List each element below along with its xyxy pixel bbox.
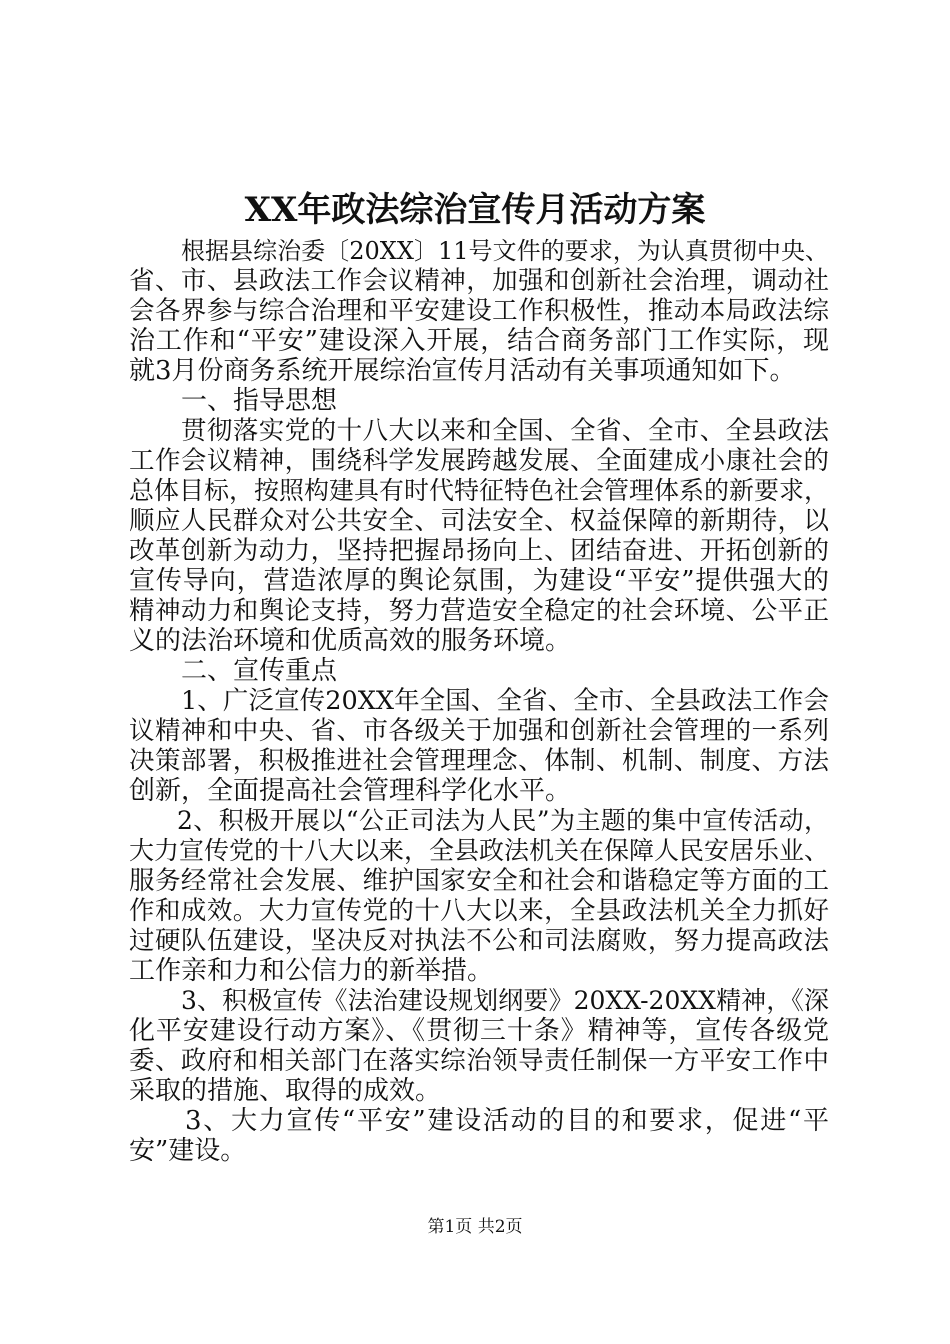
body-text-line: 工作亲和力和公信力的新举措。: [129, 956, 494, 986]
body-text-line: 省、市、县政法工作会议精神，加强和创新社会治理，调动社: [129, 266, 829, 296]
body-text-line: 治工作和“平安”建设深入开展，结合商务部门工作实际，现: [129, 326, 829, 356]
page-footer: 第1页 共2页: [427, 1217, 523, 1237]
body-text-line: 根据县综治委〔20XX〕11号文件的要求，为认真贯彻中央、: [181, 237, 829, 265]
body-text-line: 采取的措施、取得的成效。: [129, 1076, 442, 1106]
body-text-line: 贯彻落实党的十八大以来和全国、全省、全市、全县政法: [181, 416, 829, 446]
body-text-line: 宣传导向，营造浓厚的舆论氛围，为建设“平安”提供强大的: [129, 566, 829, 596]
body-text-line: 服务经常社会发展、维护国家安全和社会和谐稳定等方面的工: [129, 866, 829, 896]
body-text-line: 决策部署，积极推进社会管理理念、体制、机制、制度、方法: [129, 746, 829, 776]
body-text-line: 一、指导思想: [181, 386, 338, 416]
body-text-line: 3、大力宣传“平安”建设活动的目的和要求，促进“平: [185, 1106, 829, 1136]
body-text-line: 就3月份商务系统开展综治宣传月活动有关事项通知如下。: [129, 356, 796, 386]
body-text-line: 顺应人民群众对公共安全、司法安全、权益保障的新期待，以: [129, 506, 829, 536]
body-text-line: 总体目标，按照构建具有时代特征特色社会管理体系的新要求，: [129, 476, 829, 505]
body-text-line: 安”建设。: [129, 1136, 247, 1166]
body-text-line: 2、积极开展以“公正司法为人民”为主题的集中宣传活动，: [177, 806, 829, 835]
document-title: XX年政法综治宣传月活动方案: [244, 190, 706, 230]
body-text-line: 过硬队伍建设，坚决反对执法不公和司法腐败，努力提高政法: [129, 926, 829, 956]
body-text-line: 工作会议精神，围绕科学发展跨越发展、全面建成小康社会的: [129, 446, 829, 476]
body-text-line: 1、广泛宣传20XX年全国、全省、全市、全县政法工作会: [181, 686, 829, 716]
body-text-line: 创新，全面提高社会管理科学化水平。: [129, 776, 572, 806]
body-text-line: 大力宣传党的十八大以来，全县政法机关在保障人民安居乐业、: [129, 836, 829, 865]
body-text-line: 作和成效。大力宣传党的十八大以来，全县政法机关全力抓好: [129, 896, 829, 926]
body-text-line: 3、积极宣传《法治建设规划纲要》20XX-20XX精神，《深: [181, 986, 829, 1015]
body-text-line: 二、宣传重点: [181, 656, 338, 686]
body-text-line: 委、政府和相关部门在落实综治领导责任制保一方平安工作中: [129, 1046, 829, 1076]
body-text-line: 议精神和中央、省、市各级关于加强和创新社会管理的一系列: [129, 716, 829, 746]
document-body: [129, 236, 829, 1166]
body-text-line: 改革创新为动力，坚持把握昂扬向上、团结奋进、开拓创新的: [129, 536, 829, 566]
body-text-line: 义的法治环境和优质高效的服务环境。: [129, 626, 572, 656]
body-text-line: 会各界参与综合治理和平安建设工作积极性，推动本局政法综: [129, 296, 829, 326]
body-text-line: 化平安建设行动方案》、《贯彻三十条》精神等，宣传各级党: [129, 1016, 829, 1046]
body-text-line: 精神动力和舆论支持，努力营造安全稳定的社会环境、公平正: [129, 596, 829, 626]
